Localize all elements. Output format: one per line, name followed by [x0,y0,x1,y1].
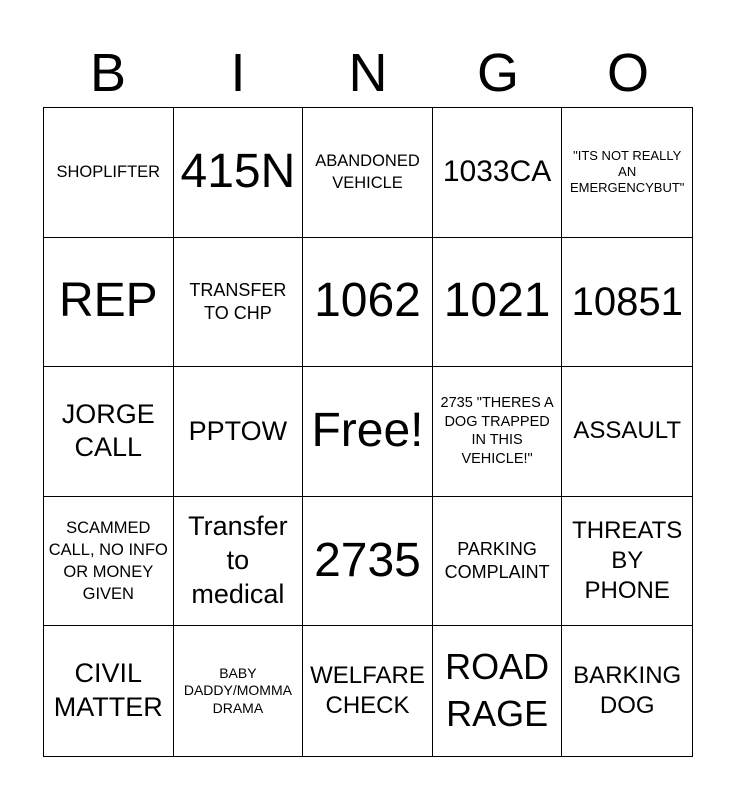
free-space-cell[interactable] [303,367,433,497]
cell-text: ABANDONED VEHICLE [315,151,420,193]
header-letter-g: G [476,43,519,103]
cell-text: 2735 "THERES A DOG TRAPPED IN THIS VEHICLE!" [440,394,554,468]
bingo-cell[interactable] [433,626,563,756]
cell-text: 415N [180,144,296,198]
cell-text: BABY DADDY/MOMMA DRAMA [183,664,292,716]
bingo-cell[interactable] [433,108,563,238]
bingo-cell[interactable] [174,367,304,497]
bingo-cell[interactable] [303,238,433,368]
bingo-cell[interactable] [174,108,304,238]
header-letter-o: O [606,43,649,103]
bingo-cell[interactable] [303,108,433,238]
bingo-cell[interactable] [433,238,563,368]
bingo-cell[interactable] [562,497,692,627]
cell-text: Transfer to medical [188,511,288,609]
bingo-cell[interactable] [174,497,304,627]
bingo-cell[interactable] [562,108,692,238]
cell-text: SCAMMED CALL, NO INFO OR MONEY GIVEN [48,518,168,604]
header-letter-i: I [230,43,246,103]
bingo-cell[interactable] [174,238,304,368]
bingo-board [43,107,693,757]
bingo-cell[interactable] [303,497,433,627]
cell-text: SHOPLIFTER [56,162,161,181]
cell-text: TRANSFER TO CHP [189,280,287,323]
bingo-cell[interactable] [433,497,563,627]
bingo-cell[interactable] [44,367,174,497]
bingo-cell[interactable] [303,626,433,756]
cell-text: CIVIL MATTER [53,658,163,723]
cell-text: BARKING DOG [573,662,682,720]
cell-text: JORGE CALL [61,398,155,463]
cell-text: WELFARE CHECK [310,662,425,720]
bingo-cell[interactable] [562,626,692,756]
cell-text: 10851 [571,279,683,324]
bingo-cell[interactable] [44,497,174,627]
bingo-cell[interactable] [44,238,174,368]
bingo-cell[interactable] [433,367,563,497]
bingo-cell[interactable] [562,367,692,497]
cell-text: REP [58,274,158,328]
bingo-cell[interactable] [44,626,174,756]
header-letter-b: B [89,43,127,103]
cell-text: ROAD RAGE [445,646,550,735]
bingo-cell[interactable] [174,626,304,756]
cell-text: PARKING COMPLAINT [444,539,550,583]
bingo-header [43,38,693,108]
cell-text: THREATS BY PHONE [572,517,683,605]
free-space-text: Free! [311,404,424,458]
cell-text: 1021 [443,274,551,328]
cell-text: 1062 [314,274,421,328]
cell-text: PPTOW [188,415,288,446]
cell-text: "ITS NOT REALLY AN EMERGENCYBUT" [569,147,685,196]
bingo-cell[interactable] [562,238,692,368]
cell-text: 2735 [314,533,421,587]
cell-text: ASSAULT [573,417,681,445]
cell-text: 1033CA [442,155,552,189]
header-letter-n: N [348,43,388,103]
bingo-cell[interactable] [44,108,174,238]
